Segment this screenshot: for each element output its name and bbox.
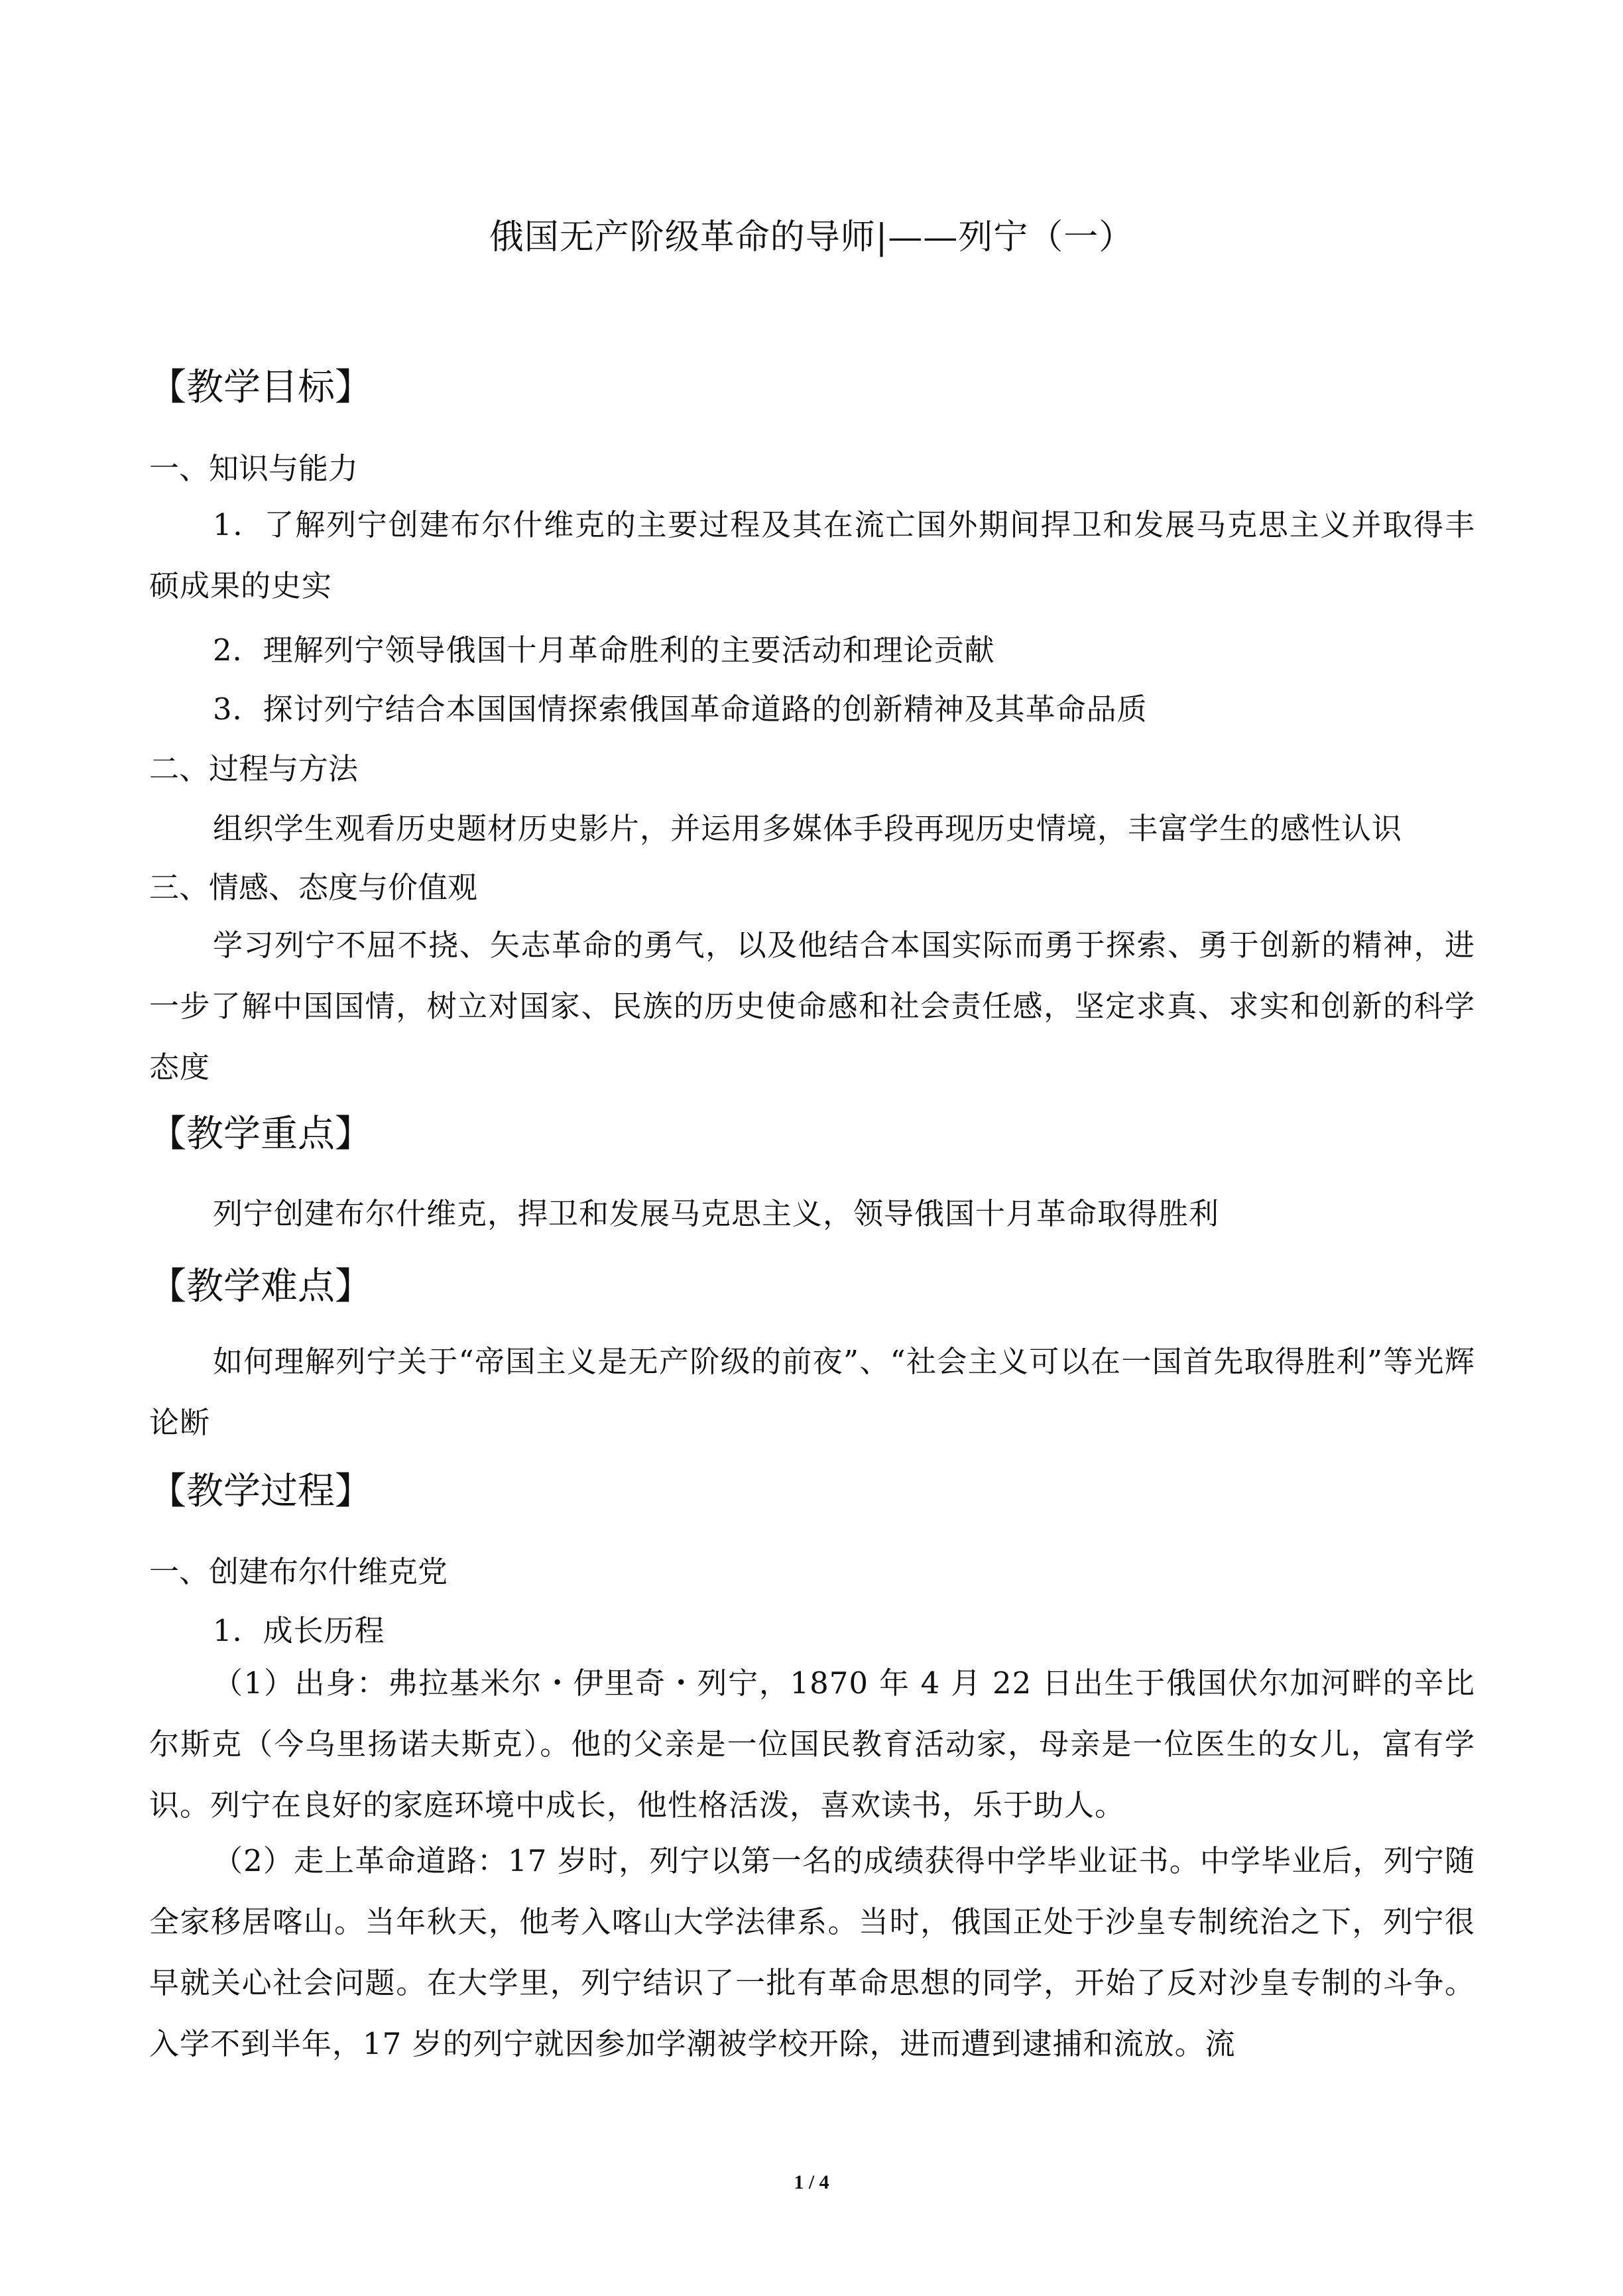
- heading-teaching-key-points: 【教学重点】: [149, 1113, 372, 1156]
- goal-method-text: 组织学生观看历史题材历史影片，并运用多媒体手段再现历史情境，丰富学生的感性认识: [213, 811, 1403, 846]
- process-item-growth: 1．成长历程: [213, 1613, 385, 1648]
- goal-item-1: 1．了解列宁创建布尔什维克的主要过程及其在流亡国外期间捍卫和发展马克思主义并取得丰硕成果的史实: [149, 507, 1475, 603]
- heading-teaching-difficulties: 【教学难点】: [149, 1265, 372, 1308]
- heading-teaching-goals: 【教学目标】: [149, 366, 372, 409]
- process-paragraph-1: （1）出身：弗拉基米尔・伊里奇・列宁，1870 年 4 月 22 日出生于俄国伏尔加河畔的辛比尔斯克（今乌里扬诺夫斯克）。他的父亲是一位国民教育活动家，母亲是一位医生的女儿，富有学识。列宁在良好的家庭环境中成长，他性格活泼，喜欢读书，乐于助人。: [149, 1665, 1475, 1823]
- subheading-values: 三、情感、态度与价值观: [149, 870, 478, 905]
- page-number: 1 / 4: [794, 2171, 829, 2193]
- difficulties-text: 如何理解列宁关于“帝国主义是无产阶级的前夜”、“社会主义可以在一国首先取得胜利”等光辉论断: [149, 1344, 1475, 1440]
- document-title: 俄国无产阶级革命的导师|——列宁（一）: [489, 217, 1134, 257]
- key-points-text: 列宁创建布尔什维克，捍卫和发展马克思主义，领导俄国十月革命取得胜利: [213, 1196, 1220, 1231]
- heading-teaching-process: 【教学过程】: [149, 1470, 372, 1513]
- subheading-found-bolshevik: 一、创建布尔什维克党: [149, 1554, 448, 1589]
- goal-values-text: 学习列宁不屈不挠、矢志革命的勇气，以及他结合本国实际而勇于探索、勇于创新的精神，进一步了解中国国情，树立对国家、民族的历史使命感和社会责任感，坚定求真、求实和创新的科学态度: [149, 928, 1475, 1085]
- subheading-process-method: 二、过程与方法: [149, 751, 359, 786]
- subheading-knowledge-ability: 一、知识与能力: [149, 451, 359, 486]
- goal-item-2: 2．理解列宁领导俄国十月革命胜利的主要活动和理论贡献: [213, 633, 995, 668]
- process-paragraph-2: （2）走上革命道路：17 岁时，列宁以第一名的成绩获得中学毕业证书。中学毕业后，列宁随全家移居喀山。当年秋天，他考入喀山大学法律系。当时，俄国正处于沙皇专制统治之下，列宁很早就关心社会问题。在大学里，列宁结识了一批有革命思想的同学，开始了反对沙皇专制的斗争。入学不到半年，17 岁的列宁就因参加学潮被学校开除，进而遭到逮捕和流放。流: [149, 1843, 1475, 2061]
- goal-item-3: 3．探讨列宁结合本国国情探索俄国革命道路的创新精神及其革命品质: [213, 692, 1148, 727]
